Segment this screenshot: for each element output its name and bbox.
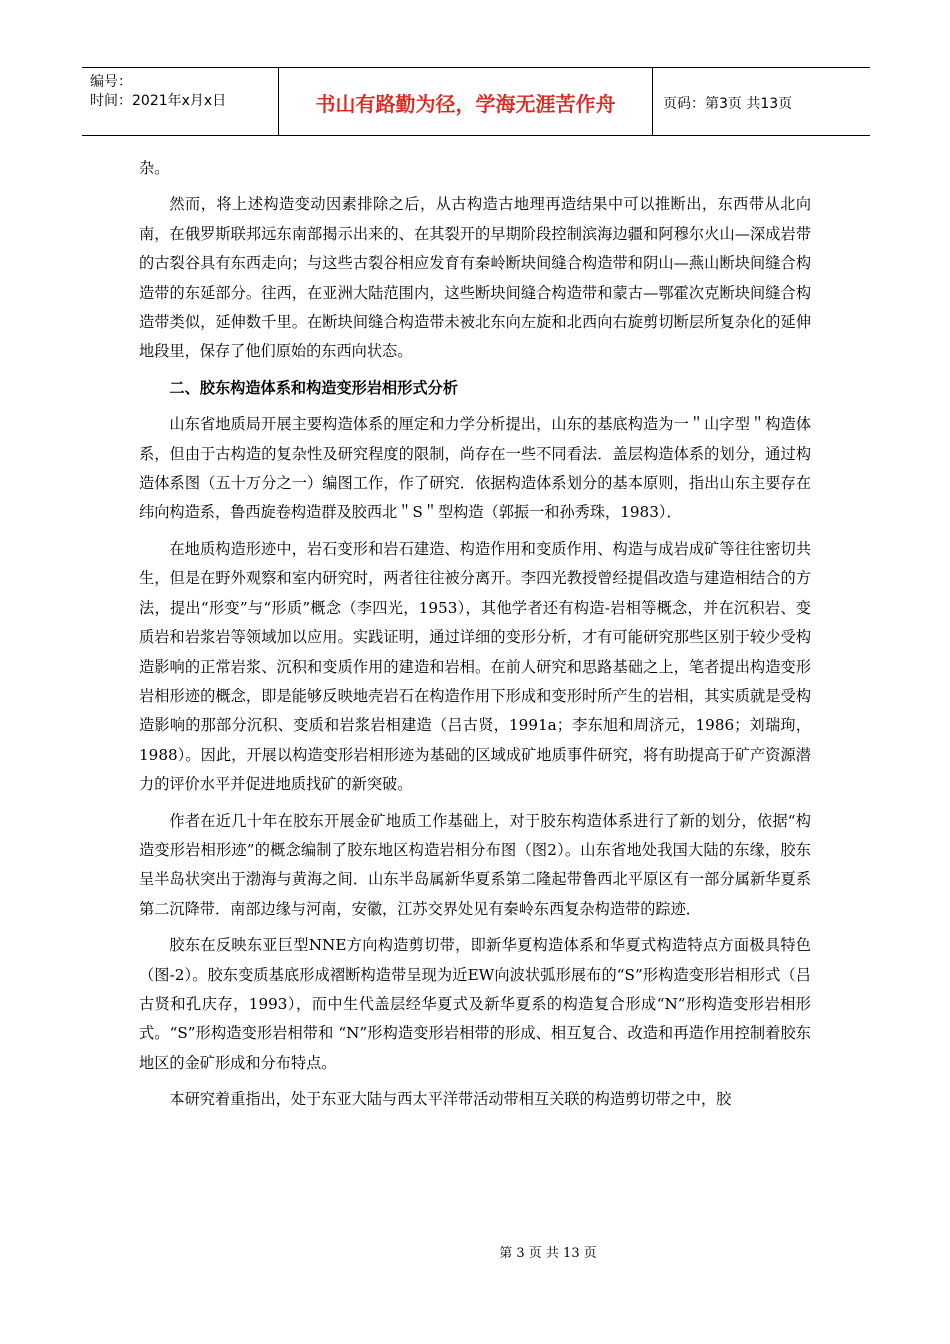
paragraph: 胶东在反映东亚巨型NNE方向构造剪切带，即新华夏构造体系和华夏式构造特点方面极具特色（图-2）。胶东变质基底形成褶断构造带呈现为近EW向波状弧形展布的“S”形构造变形岩相形式（吕古贤和孔庆存，1993），而中生代盖层经华夏式及新华夏系的构造复合形成“N”形构造变形岩相形式。“S”形构造变形岩相带和 “N”形构造变形岩相带的形成、相互复合、改造和再造作用控制着胶东地区的金矿形成和分布特点。 bbox=[139, 936, 811, 1072]
section-heading: 二、胶东构造体系和构造变形岩相形式分析 bbox=[169, 378, 458, 397]
document-number-label: 编号： bbox=[90, 74, 132, 90]
header-motto: 书山有路勤为径，学海无涯苦作舟 bbox=[279, 68, 653, 135]
page-header bbox=[82, 67, 870, 136]
paragraph-continuation: 杂。 bbox=[139, 159, 170, 177]
paragraph: 在地质构造形迹中，岩石变形和岩石建造、构造作用和变质作用、构造与成岩成矿等往往密切共生，但是在野外观察和室内研究时，两者往往被分离开。李四光教授曾经提倡改造与建造相结合的方法，提出“形变”与“形质”概念（李四光，1953），其他学者还有构造-岩相等概念，并在沉积岩、变质岩和岩浆岩等领域加以应用。实践证明，通过详细的变形分析，才有可能研究那些区别于较少受构造影响的正常岩浆、沉积和变质作用的建造和岩相。在前人研究和思路基础之上，笔者提出构造变形岩相形迹的概念，即是能够反映地壳岩石在构造作用下形成和变形时所产生的岩相，其实质就是受构造影响的那部分沉积、变质和岩浆岩相建造（吕古贤，1991a；李东旭和周济元，1986；刘瑞珣，1988）。因此，开展以构造变形岩相形迹为基础的区域成矿地质事件研究，将有助提高于矿产资源潜力的评价水平并促进地质找矿的新突破。 bbox=[139, 539, 811, 794]
paragraph: 山东省地质局开展主要构造体系的厘定和力学分析提出，山东的基底构造为一＂山字型＂构造体系，但由于古构造的复杂性及研究程度的限制，尚存在一些不同看法．盖层构造体系的划分，通过构造体系图（五十万分之一）编图工作，作了研究．依据构造体系划分的基本原则，指出山东主要存在纬向构造系，鲁西旋卷构造群及胶西北＂S＂型构造（郭振一和孙秀珠，1983）． bbox=[139, 415, 811, 522]
document-body bbox=[139, 154, 811, 1115]
paragraph: 本研究着重指出，处于东亚大陆与西太平洋带活动带相互关联的构造剪切带之中，胶 bbox=[169, 1090, 732, 1109]
header-meta bbox=[82, 68, 279, 135]
paragraph: 作者在近几十年在胶东开展金矿地质工作基础上，对于胶东构造体系进行了新的划分，依据“构造变形岩相形迹”的概念编制了胶东地区构造岩相分布图（图2）。山东省地处我国大陆的东缘，胶东呈半岛状突出于渤海与黄海之间．山东半岛属新华夏系第二隆起带鲁西北平原区有一部分属新华夏系第二沉降带．南部边缘与河南，安徽，江苏交界处见有秦岭东西复杂构造带的踪迹． bbox=[139, 811, 811, 918]
document-date-label: 时间：2021年x月x日 bbox=[90, 93, 227, 109]
header-page-info: 页码：第3页 共13页 bbox=[663, 95, 793, 112]
paragraph: 然而，将上述构造变动因素排除之后，从古构造古地理再造结果中可以推断出，东西带从北向南，在俄罗斯联邦远东南部揭示出来的、在其裂开的早期阶段控制滨海边疆和阿穆尔火山—深成岩带的古裂谷具有东西走向；与这些古裂谷相应发育有秦岭断块间缝合构造带和阴山—燕山断块间缝合构造带的东延部分。往西，在亚洲大陆范围内，这些断块间缝合构造带和蒙古—鄂霍次克断块间缝合构造带类似，延伸数千里。在断块间缝合构造带未被北东向左旋和北西向右旋剪切断层所复杂化的延伸地段里，保存了他们原始的东西向状态。 bbox=[139, 195, 811, 361]
page-footer: 第 3 页 共 13 页 bbox=[499, 1246, 597, 1261]
